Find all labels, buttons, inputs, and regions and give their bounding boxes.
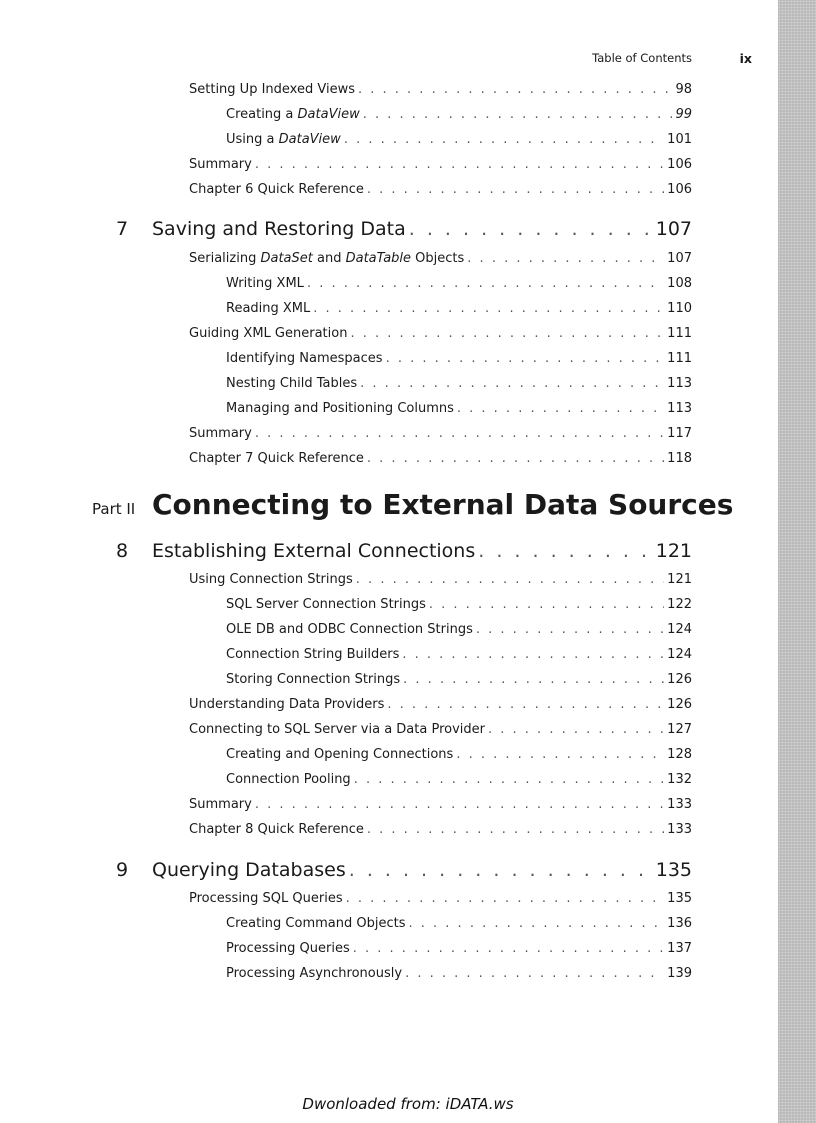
toc-entry[interactable]: Processing Asynchronously . . . 139	[226, 966, 692, 985]
toc-entry[interactable]: Using Connection Strings . . . 121	[189, 572, 692, 591]
toc-entry[interactable]: Connection String Builders . . . 124	[226, 647, 692, 666]
toc-entry[interactable]: Reading XML . . . 110	[226, 301, 692, 320]
toc-entry[interactable]: Setting Up Indexed Views . . . 98	[189, 82, 692, 101]
chapter-heading[interactable]	[116, 859, 692, 887]
toc-entry[interactable]: OLE DB and ODBC Connection Strings . . . 124	[226, 622, 692, 641]
toc-entry[interactable]: Summary . . . 106	[189, 157, 692, 176]
chapter-heading[interactable]	[116, 218, 692, 246]
chapter-heading[interactable]	[116, 540, 692, 568]
toc-entry[interactable]: Guiding XML Generation . . . 111	[189, 326, 692, 345]
toc-entry[interactable]: Connecting to SQL Server via a Data Provider . . . 127	[189, 722, 692, 741]
running-header-section: Table of Contents	[592, 51, 692, 65]
part-label: Part II	[92, 500, 136, 518]
chapter-page: 121	[655, 540, 692, 562]
part-heading[interactable]	[92, 488, 772, 536]
toc-entry[interactable]: SQL Server Connection Strings . . . 122	[226, 597, 692, 616]
toc-entry[interactable]: Using a DataView . . . 101	[226, 132, 692, 151]
toc-entry[interactable]: Storing Connection Strings . . . 126	[226, 672, 692, 691]
toc-entry[interactable]: Summary . . . 133	[189, 797, 692, 816]
chapter-number: 8	[116, 540, 129, 562]
chapter-page: 135	[655, 859, 692, 881]
part-title: Connecting to External Data Sources	[152, 488, 734, 521]
toc-entry[interactable]: Creating Command Objects . . . 136	[226, 916, 692, 935]
toc-entry[interactable]: Chapter 6 Quick Reference . . . 106	[189, 182, 692, 201]
toc-entry[interactable]: Serializing DataSet and DataTable Objects . . . 107	[189, 251, 692, 270]
toc-entry[interactable]: Managing and Positioning Columns . . . 113	[226, 401, 692, 420]
toc-entry[interactable]: Understanding Data Providers . . . 126	[189, 697, 692, 716]
page-edge-strip	[778, 0, 816, 1123]
toc-entry[interactable]: Chapter 7 Quick Reference . . . 118	[189, 451, 692, 470]
chapter-title: Querying Databases	[152, 859, 346, 881]
toc-entry[interactable]: Nesting Child Tables . . . 113	[226, 376, 692, 395]
toc-entry[interactable]: Summary . . . 117	[189, 426, 692, 445]
toc-entry[interactable]: Connection Pooling . . . 132	[226, 772, 692, 791]
toc-entry[interactable]: Processing SQL Queries . . . 135	[189, 891, 692, 910]
download-footer: Dwonloaded from: iDATA.ws	[302, 1095, 514, 1113]
chapter-title: Establishing External Connections	[152, 540, 476, 562]
page-number: ix	[739, 51, 752, 66]
chapter-page: 107	[655, 218, 692, 240]
chapter-number: 9	[116, 859, 129, 881]
toc-entry[interactable]: Processing Queries . . . 137	[226, 941, 692, 960]
chapter-title: Saving and Restoring Data	[152, 218, 406, 240]
chapter-number: 7	[116, 218, 129, 240]
toc-entry[interactable]: Identifying Namespaces . . . 111	[226, 351, 692, 370]
toc-entry[interactable]: Creating a DataView . . . 99	[226, 107, 692, 126]
toc-entry[interactable]: Writing XML . . . 108	[226, 276, 692, 295]
toc-entry[interactable]: Creating and Opening Connections . . . 128	[226, 747, 692, 766]
toc-entry[interactable]: Chapter 8 Quick Reference . . . 133	[189, 822, 692, 841]
